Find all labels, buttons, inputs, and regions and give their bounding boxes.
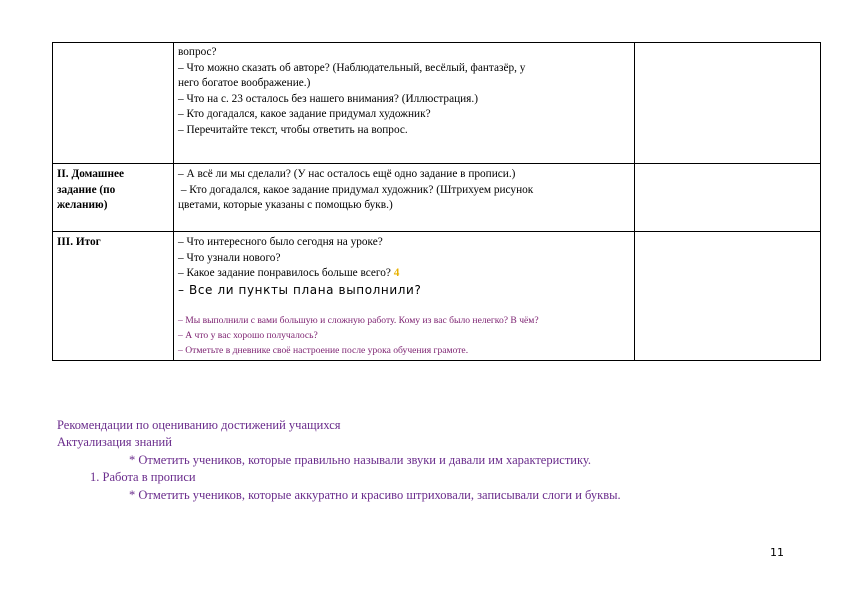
- text-line: – Кто догадался, какое задание придумал художник?: [178, 108, 431, 121]
- text-line: – Перечитайте текст, чтобы ответить на вопрос.: [178, 123, 408, 136]
- purple-line: – Мы выполнили с вами большую и сложную работу. Кому из вас было нелегко? В чём?: [178, 314, 539, 326]
- section-heading: 1. Работа в прописи: [90, 470, 196, 485]
- stage-cell: [53, 164, 174, 232]
- text-line: – Что на с. 23 осталось без нашего внимания? (Иллюстрация.): [178, 92, 478, 105]
- text-line: цветами, которые указаны с помощью букв.): [178, 199, 393, 212]
- page-number: 11: [770, 546, 784, 559]
- purple-line: – Отметьте в дневнике своё настроение после урока обучения грамоте.: [178, 344, 469, 356]
- text-line: – Что можно сказать об авторе? (Наблюдательный, весёлый, фантазёр, у: [178, 61, 526, 74]
- text-line: него богатое воображение.): [178, 77, 311, 90]
- stage-cell: [53, 232, 174, 361]
- stage-label: III. Итог: [57, 236, 101, 248]
- text-line: – Кто догадался, какое задание придумал художник? (Штрихуем рисунок: [178, 183, 534, 196]
- content-cell: [174, 232, 635, 361]
- notes-cell: [635, 164, 821, 232]
- text-line: – Все ли пункты плана выполнили?: [178, 282, 422, 297]
- recommendations-block: [57, 417, 621, 504]
- recommendation-item: * Отметить учеников, которые правильно называли звуки и давали им характеристику.: [129, 452, 592, 467]
- text-line: [178, 266, 630, 282]
- stage-cell: [53, 43, 174, 164]
- stage-label: желанию): [57, 199, 108, 212]
- text-line: – Что узнали нового?: [178, 251, 281, 264]
- mark-number: 4: [393, 267, 400, 280]
- lesson-table: [52, 42, 821, 361]
- table-row: [53, 164, 821, 232]
- text-line: – Что интересного было сегодня на уроке?: [178, 236, 383, 248]
- stage-label: задание (по: [57, 183, 116, 196]
- table-row: [53, 43, 821, 164]
- spacer: [178, 299, 630, 313]
- notes-cell: [635, 43, 821, 164]
- content-cell: [174, 43, 635, 164]
- text-line: вопрос?: [178, 46, 217, 58]
- stage-label: II. Домашнее: [57, 168, 124, 180]
- recommendations-title: Рекомендации по оцениванию достижений учащихся: [57, 418, 341, 432]
- notes-cell: [635, 232, 821, 361]
- text-line: – А всё ли мы сделали? (У нас осталось ещё одно задание в прописи.): [178, 168, 516, 180]
- table-row: [53, 232, 821, 361]
- content-cell: [174, 164, 635, 232]
- section-heading: Актуализация знаний: [57, 435, 172, 450]
- question-text: – Какое задание понравилось больше всего?: [178, 267, 391, 280]
- recommendation-item: * Отметить учеников, которые аккуратно и красиво штриховали, записывали слоги и буквы.: [129, 487, 621, 502]
- purple-line: – А что у вас хорошо получалось?: [178, 329, 318, 341]
